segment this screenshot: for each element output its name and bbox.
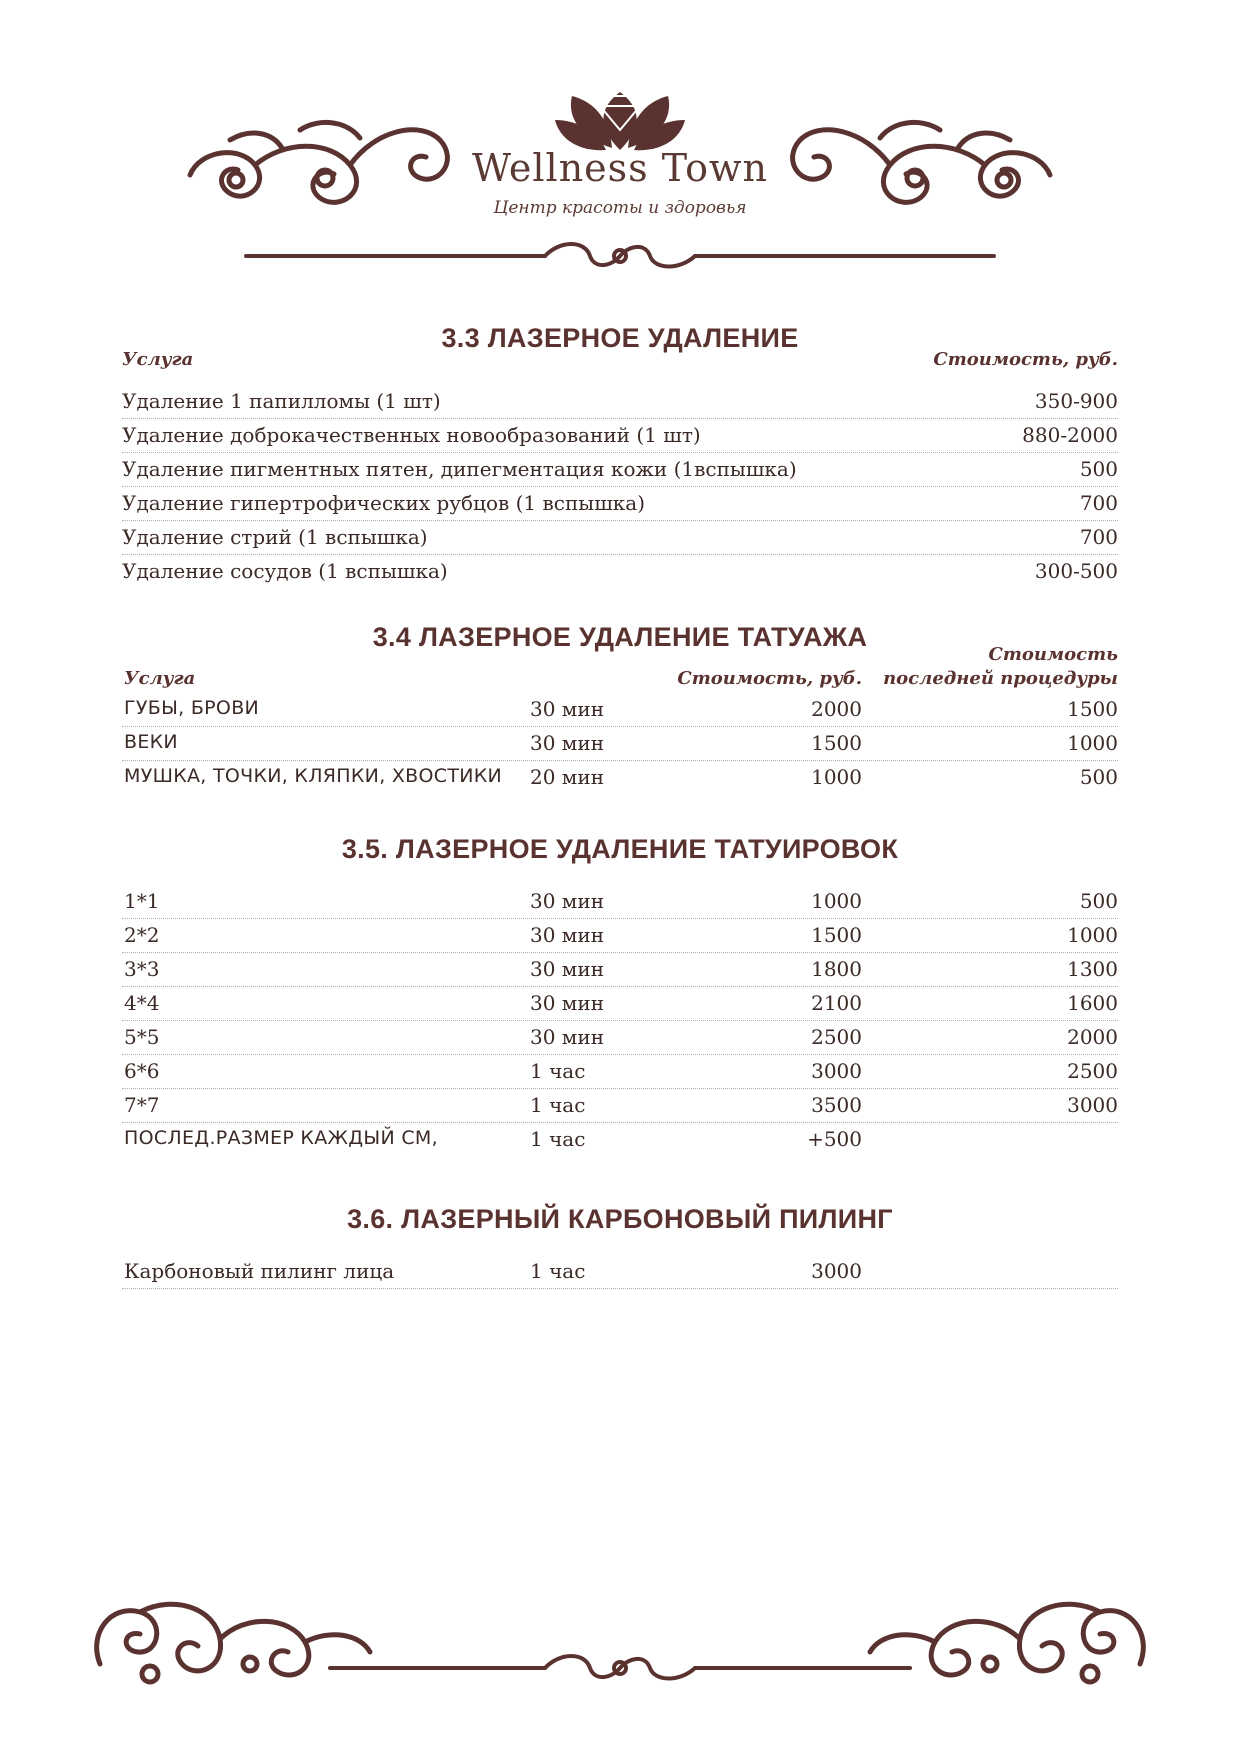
column-header-last-line1: Стоимость [988,644,1118,665]
tattoo-size: 3*3 [124,957,160,981]
service-duration: 30 мин [530,923,605,947]
service-duration: 20 мин [530,765,605,789]
service-name: ВЕКИ [124,731,178,753]
column-header-service: Услуга [122,349,194,370]
service-price: 2000 [811,697,862,721]
table-row [122,760,1118,794]
tattoo-size: 6*6 [124,1059,160,1083]
service-duration: 30 мин [530,889,605,913]
lotus-diamond-icon [555,92,685,150]
service-cost: 700 [1079,491,1118,515]
column-header-last-line2: последней процедуры [883,668,1118,689]
service-price: 1000 [811,889,862,913]
service-cost: 350-900 [1034,389,1118,413]
service-name: ГУБЫ, БРОВИ [124,697,260,719]
brand-subtitle: Центр красоты и здоровья [493,198,747,218]
column-header-service: Услуга [124,668,196,689]
service-price: 3500 [811,1093,862,1117]
brand-name: Wellness Town [471,146,769,190]
table-row [122,692,1118,727]
service-last-price: 500 [1079,889,1118,913]
service-cost: 300-500 [1034,559,1118,583]
footer-ornament [0,1554,1240,1754]
tattoo-size: 2*2 [124,923,160,947]
service-price: 2500 [811,1025,862,1049]
service-price: 2100 [811,991,862,1015]
table-row [122,1088,1118,1123]
header-ornament [0,0,1240,290]
service-duration: 1 час [530,1127,586,1151]
service-last-price: 2500 [1067,1059,1118,1083]
tattoo-size: 7*7 [124,1093,160,1117]
table-row [122,986,1118,1021]
service-duration: 30 мин [530,957,605,981]
service-name: Карбоновый пилинг лица [124,1259,395,1283]
table-row [122,884,1118,919]
table-row [122,520,1118,555]
service-duration: 1 час [530,1259,586,1283]
service-duration: 30 мин [530,731,605,755]
column-header-cost: Стоимость, руб. [677,668,862,689]
service-name: Удаление гипертрофических рубцов (1 вспышка) [122,491,646,515]
service-duration: 30 мин [530,697,605,721]
table-row [122,726,1118,761]
section-title-tattoo-makeup-removal: 3.4 ЛАЗЕРНОЕ УДАЛЕНИЕ ТАТУАЖА [372,622,868,652]
service-cost: 880-2000 [1022,423,1118,447]
section-title-carbon-peeling: 3.6. ЛАЗЕРНЫЙ КАРБОНОВЫЙ ПИЛИНГ [347,1204,893,1234]
service-name: МУШКА, ТОЧКИ, КЛЯПКИ, ХВОСТИКИ [124,765,503,787]
service-price: 3000 [811,1059,862,1083]
service-name: Удаление пигментных пятен, дипегментация кожи (1вспышка) [122,457,797,481]
service-last-price: 2000 [1067,1025,1118,1049]
table-row [122,452,1118,487]
table-row [122,554,1118,588]
table-row [122,1020,1118,1055]
table-row [122,1254,1118,1289]
service-last-price: 1000 [1067,731,1118,755]
table-row [122,1122,1118,1156]
service-last-price: 1300 [1067,957,1118,981]
table-row [122,384,1118,419]
service-price: 1500 [811,731,862,755]
service-price: +500 [807,1127,862,1151]
tattoo-size: 4*4 [124,991,160,1015]
service-name: Удаление 1 папилломы (1 шт) [122,389,441,413]
service-name: Удаление стрий (1 вспышка) [122,525,428,549]
service-last-price: 1500 [1067,697,1118,721]
service-duration: 30 мин [530,1025,605,1049]
service-price: 3000 [811,1259,862,1283]
service-duration: 30 мин [530,991,605,1015]
tattoo-size: ПОСЛЕД.РАЗМЕР КАЖДЫЙ СМ, [124,1127,438,1149]
tattoo-size: 5*5 [124,1025,160,1049]
tattoo-size: 1*1 [124,889,160,913]
service-duration: 1 час [530,1093,586,1117]
table-row [122,418,1118,453]
service-name: Удаление сосудов (1 вспышка) [122,559,448,583]
service-price: 1800 [811,957,862,981]
service-price: 1000 [811,765,862,789]
service-last-price: 3000 [1067,1093,1118,1117]
service-cost: 500 [1079,457,1118,481]
table-row [122,1054,1118,1089]
table-row [122,486,1118,521]
column-header-cost: Стоимость, руб. [933,349,1118,370]
table-row [122,918,1118,953]
table-row [122,952,1118,987]
service-last-price: 500 [1079,765,1118,789]
service-last-price: 1000 [1067,923,1118,947]
section-title-laser-removal: 3.3 ЛАЗЕРНОЕ УДАЛЕНИЕ [441,323,799,353]
service-last-price: 1600 [1067,991,1118,1015]
service-price: 1500 [811,923,862,947]
section-title-tattoo-removal: 3.5. ЛАЗЕРНОЕ УДАЛЕНИЕ ТАТУИРОВОК [341,834,899,864]
service-cost: 700 [1079,525,1118,549]
service-duration: 1 час [530,1059,586,1083]
service-name: Удаление доброкачественных новообразований (1 шт) [122,423,701,447]
